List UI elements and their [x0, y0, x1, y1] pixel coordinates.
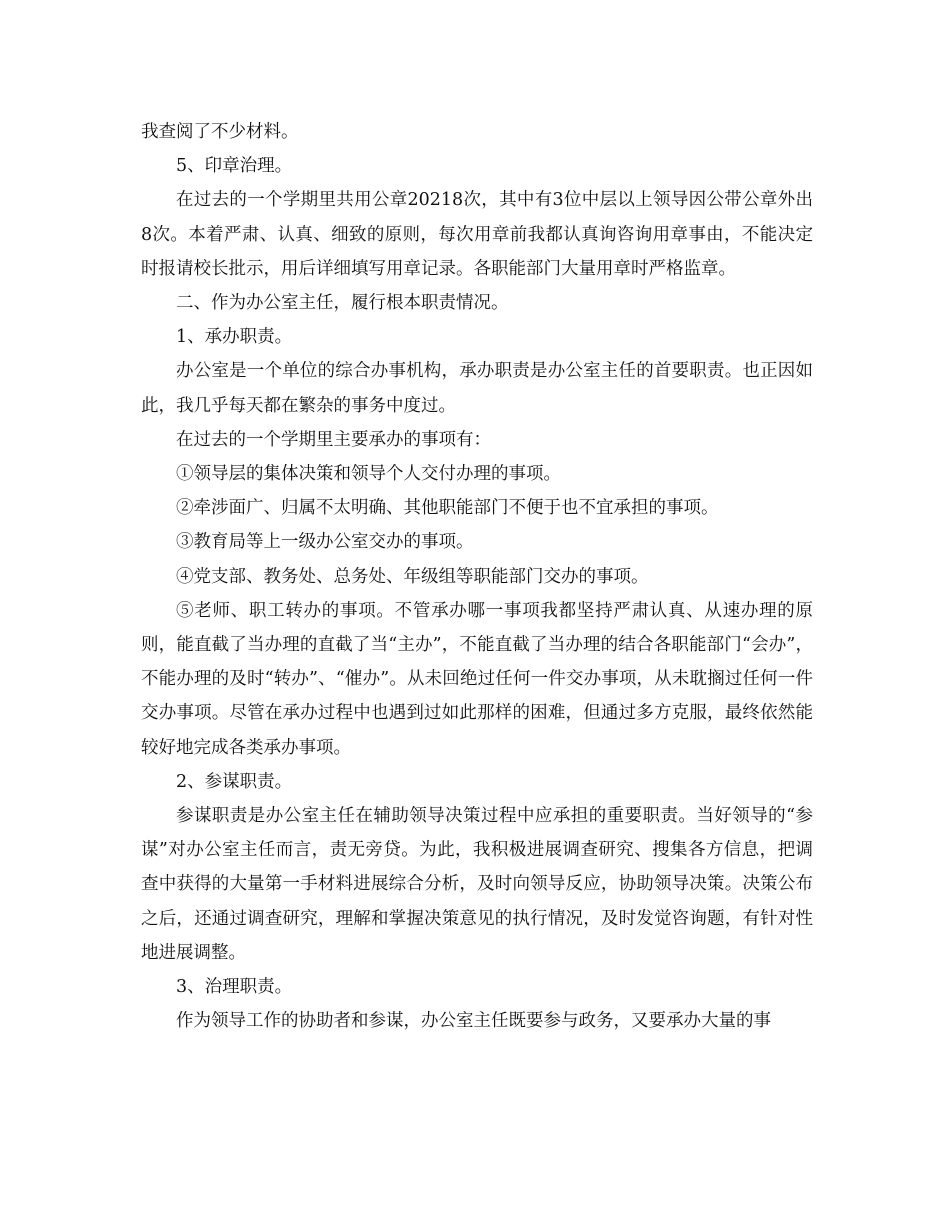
paragraph-advisory: 参谋职责是办公室主任在辅助领导决策过程中应承担的重要职责。当好领导的“参谋”对办公室主任而言，责无旁贷。为此，我积极进展调查研究、搜集各方信息，把调查中获得的大量第一手材料进展综合分析，及时向领导反应，协助领导决策。决策公布之后，还通过调查研究，理解和掌握决策意见的执行情况，及时发觉咨询题，有针对性地进展调整。: [141, 806, 813, 963]
list-item-2: ②牵涉面广、归属不太明确、其他职能部门不便于也不宜承担的事项。: [176, 498, 719, 519]
heading-advisory-duty: 2、参谋职责。: [176, 771, 293, 792]
heading-section-two: 二、作为办公室主任，履行根本职责情况。: [176, 293, 509, 314]
list-item-1: ①领导层的集体决策和领导个人交付办理的事项。: [176, 464, 561, 485]
heading-seal-management: 5、印章治理。: [176, 156, 293, 177]
paragraph-office-role: 办公室是一个单位的综合办事机构，承办职责是办公室主任的首要职责。也正因如此，我几乎每天都在繁杂的事务中度过。: [141, 361, 813, 416]
heading-undertaking-duty: 1、承办职责。: [176, 327, 293, 348]
heading-management-duty: 3、治理职责。: [176, 977, 293, 998]
list-item-4: ④党支部、教务处、总务处、年级组等职能部门交办的事项。: [176, 566, 649, 587]
document-body: [141, 115, 813, 1038]
paragraph-items-intro: 在过去的一个学期里主要承办的事项有：: [176, 429, 491, 450]
paragraph-continuation: 我查阅了不少材料。: [141, 122, 299, 142]
list-item-5: ⑤老师、职工转办的事项。不管承办哪一事项我都坚持严肃认真、从速办理的原则，能直截了当办理的直截了当“主办”，不能直截了当办理的结合各职能部门“会办”，不能办理的及时“转办”、“催办”。从未回绝过任何一件交办事项，从未耽搁过任何一件交办事项。尽管在承办过程中也遇到过如此那样的困难，但通过多方克服，最终依然能较好地完成各类承办事项。: [141, 600, 813, 758]
paragraph-seal-usage: 在过去的一个学期里共用公章20218次，其中有3位中层以上领导因公带公章外出8次。本着严肃、认真、细致的原则，每次用章前我都认真询咨询用章事由，不能决定时报请校长批示，用后详细填写用章记录。各职能部门大量用章时严格监章。: [141, 190, 813, 279]
list-item-3: ③教育局等上一级办公室交办的事项。: [176, 532, 474, 553]
paragraph-management: 作为领导工作的协助者和参谋，办公室主任既要参与政务，又要承办大量的事: [176, 1011, 771, 1032]
